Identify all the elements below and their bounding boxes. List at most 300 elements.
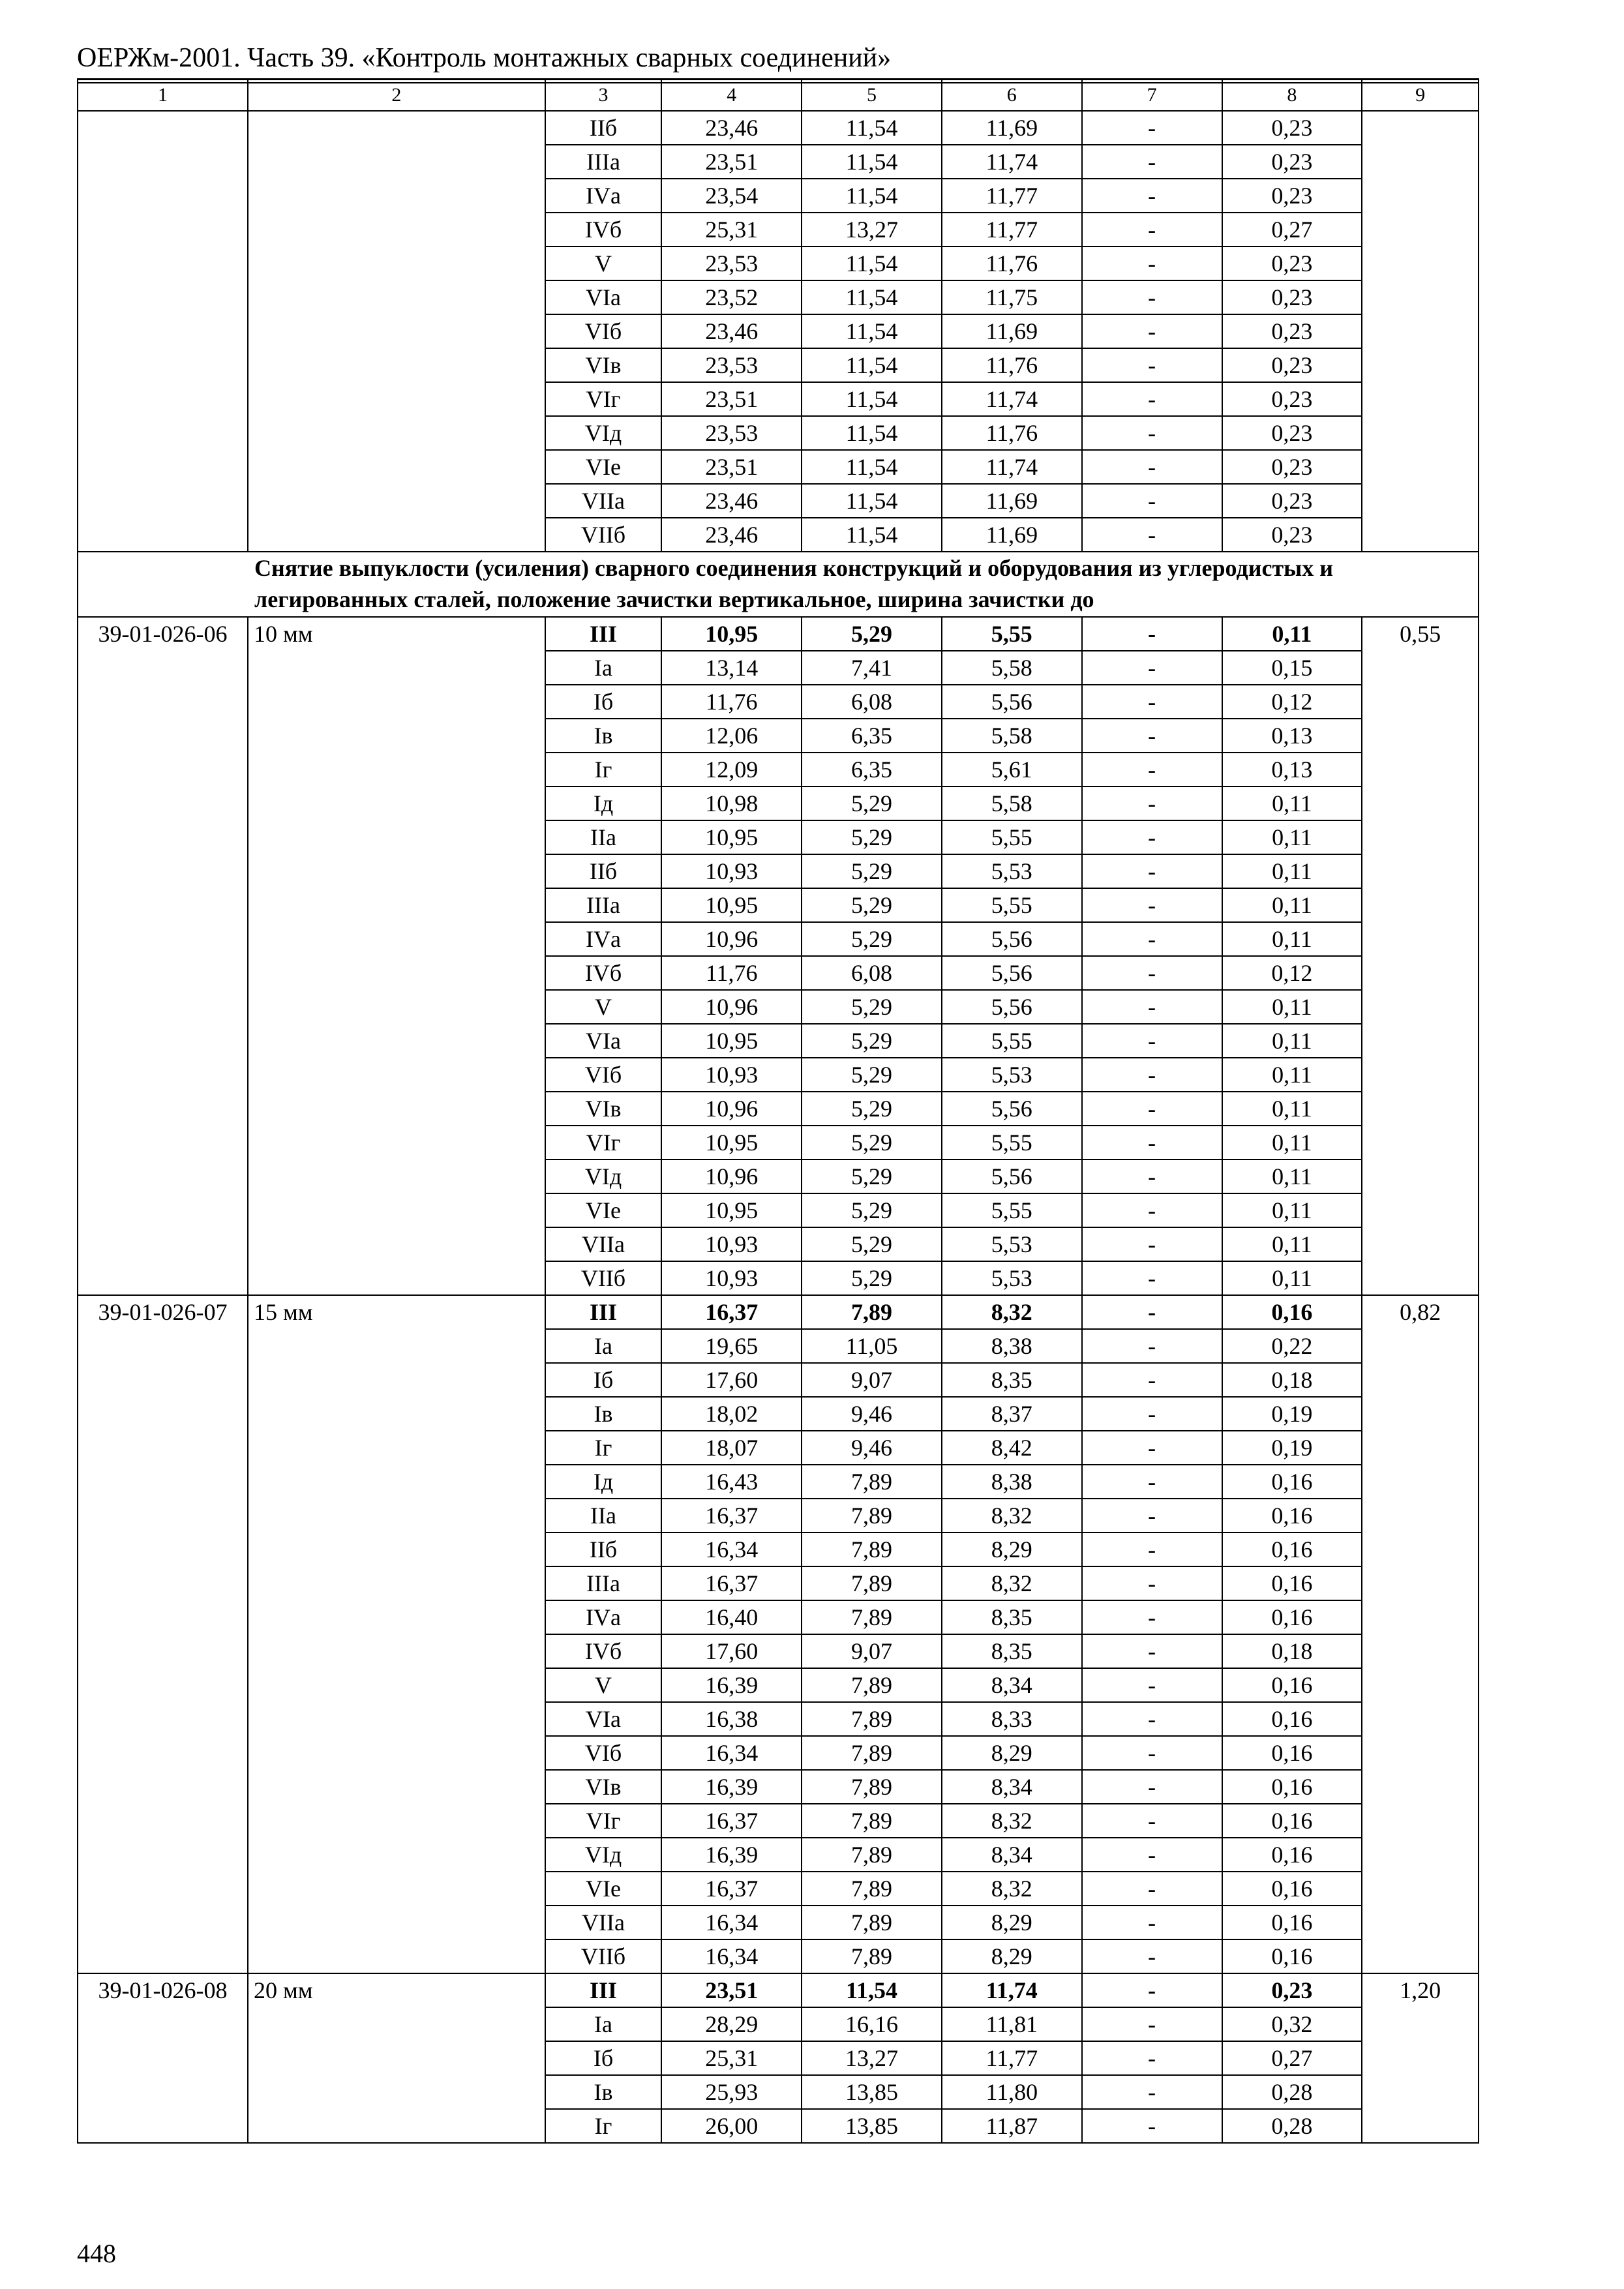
- total-cell: [1362, 651, 1479, 685]
- value-cell: 0,28: [1222, 2075, 1362, 2109]
- code-cell: [78, 1329, 248, 1363]
- value-cell: -: [1082, 1159, 1222, 1193]
- value-cell: 0,32: [1222, 2007, 1362, 2041]
- total-cell: 0,82: [1362, 1295, 1479, 1329]
- code-cell: [78, 213, 248, 247]
- value-cell: V: [545, 247, 662, 280]
- value-cell: IIб: [545, 854, 662, 888]
- value-cell: 5,29: [802, 854, 942, 888]
- value-cell: -: [1082, 1906, 1222, 1939]
- value-cell: 8,35: [942, 1600, 1082, 1634]
- value-cell: -: [1082, 753, 1222, 786]
- value-cell: 0,13: [1222, 753, 1362, 786]
- value-cell: 7,89: [802, 1566, 942, 1600]
- column-number: 5: [802, 80, 942, 111]
- value-cell: 5,56: [942, 922, 1082, 956]
- code-cell: [78, 1397, 248, 1431]
- total-cell: [1362, 1363, 1479, 1397]
- value-cell: 11,54: [802, 247, 942, 280]
- value-cell: 0,27: [1222, 2041, 1362, 2075]
- value-cell: 0,16: [1222, 1770, 1362, 1804]
- value-cell: -: [1082, 820, 1222, 854]
- width-cell: [248, 1329, 545, 1363]
- value-cell: IVб: [545, 1634, 662, 1668]
- table-row: [78, 1092, 1479, 1126]
- value-cell: 26,00: [661, 2109, 802, 2143]
- width-cell: [248, 990, 545, 1024]
- value-cell: -: [1082, 719, 1222, 753]
- value-cell: -: [1082, 1092, 1222, 1126]
- value-cell: 5,29: [802, 1126, 942, 1159]
- code-cell: [78, 719, 248, 753]
- value-cell: -: [1082, 1295, 1222, 1329]
- value-cell: 0,19: [1222, 1397, 1362, 1431]
- column-number: 9: [1362, 80, 1479, 111]
- table-row: [78, 1838, 1479, 1872]
- value-cell: 11,54: [802, 348, 942, 382]
- table-row: [78, 1702, 1479, 1736]
- value-cell: -: [1082, 1024, 1222, 1058]
- width-cell: [248, 1634, 545, 1668]
- value-cell: 0,16: [1222, 1702, 1362, 1736]
- value-cell: 9,46: [802, 1397, 942, 1431]
- value-cell: -: [1082, 1363, 1222, 1397]
- value-cell: 0,11: [1222, 1261, 1362, 1295]
- value-cell: 0,15: [1222, 651, 1362, 685]
- total-cell: [1362, 1872, 1479, 1906]
- width-cell: [248, 1193, 545, 1227]
- value-cell: 23,53: [661, 416, 802, 450]
- value-cell: 5,53: [942, 1058, 1082, 1092]
- code-cell: [78, 1159, 248, 1193]
- width-cell: [248, 348, 545, 382]
- value-cell: 0,16: [1222, 1295, 1362, 1329]
- code-cell: [78, 179, 248, 213]
- value-cell: 5,55: [942, 617, 1082, 651]
- value-cell: 16,16: [802, 2007, 942, 2041]
- total-cell: [1362, 1736, 1479, 1770]
- code-cell: [78, 1906, 248, 1939]
- value-cell: -: [1082, 518, 1222, 552]
- total-cell: 0,55: [1362, 617, 1479, 651]
- value-cell: 11,54: [802, 111, 942, 145]
- value-cell: 16,40: [661, 1600, 802, 1634]
- value-cell: 5,29: [802, 1227, 942, 1261]
- value-cell: 13,85: [802, 2075, 942, 2109]
- code-cell: [78, 1126, 248, 1159]
- value-cell: Iв: [545, 1397, 662, 1431]
- value-cell: VIд: [545, 1159, 662, 1193]
- table-row: [78, 1634, 1479, 1668]
- table-row: [78, 820, 1479, 854]
- table-row: [78, 956, 1479, 990]
- value-cell: -: [1082, 2109, 1222, 2143]
- value-cell: 10,95: [661, 1193, 802, 1227]
- table-row: [78, 348, 1479, 382]
- total-cell: [1362, 1126, 1479, 1159]
- value-cell: 0,23: [1222, 280, 1362, 314]
- value-cell: 0,28: [1222, 2109, 1362, 2143]
- table-row: [78, 1465, 1479, 1499]
- value-cell: 5,29: [802, 888, 942, 922]
- value-cell: -: [1082, 2007, 1222, 2041]
- width-cell: [248, 416, 545, 450]
- value-cell: 0,12: [1222, 685, 1362, 719]
- code-cell: [78, 854, 248, 888]
- code-cell: [78, 685, 248, 719]
- value-cell: III: [545, 1973, 662, 2007]
- value-cell: 10,93: [661, 1261, 802, 1295]
- value-cell: 23,51: [661, 450, 802, 484]
- value-cell: 8,38: [942, 1465, 1082, 1499]
- table-row: [78, 450, 1479, 484]
- code-cell: [78, 111, 248, 145]
- value-cell: 5,55: [942, 888, 1082, 922]
- value-cell: 0,16: [1222, 1939, 1362, 1973]
- value-cell: -: [1082, 1499, 1222, 1533]
- value-cell: 11,74: [942, 145, 1082, 179]
- value-cell: IIIа: [545, 145, 662, 179]
- value-cell: VIг: [545, 1126, 662, 1159]
- value-cell: 5,56: [942, 1159, 1082, 1193]
- value-cell: Iа: [545, 651, 662, 685]
- total-cell: [1362, 1159, 1479, 1193]
- value-cell: 7,89: [802, 1939, 942, 1973]
- value-cell: 7,89: [802, 1668, 942, 1702]
- width-cell: [248, 2075, 545, 2109]
- value-cell: -: [1082, 1634, 1222, 1668]
- value-cell: -: [1082, 213, 1222, 247]
- value-cell: VIг: [545, 382, 662, 416]
- value-cell: 11,54: [802, 518, 942, 552]
- width-cell: [248, 179, 545, 213]
- value-cell: 7,41: [802, 651, 942, 685]
- value-cell: Iд: [545, 1465, 662, 1499]
- value-cell: IVа: [545, 179, 662, 213]
- value-cell: 11,75: [942, 280, 1082, 314]
- width-cell: [248, 382, 545, 416]
- value-cell: 0,11: [1222, 820, 1362, 854]
- value-cell: VIб: [545, 314, 662, 348]
- width-cell: [248, 111, 545, 145]
- table-row: [78, 753, 1479, 786]
- value-cell: -: [1082, 854, 1222, 888]
- value-cell: 7,89: [802, 1736, 942, 1770]
- width-cell: [248, 484, 545, 518]
- value-cell: 5,58: [942, 651, 1082, 685]
- total-cell: [1362, 348, 1479, 382]
- width-cell: [248, 1363, 545, 1397]
- value-cell: 8,32: [942, 1872, 1082, 1906]
- code-cell: [78, 416, 248, 450]
- value-cell: 0,16: [1222, 1804, 1362, 1838]
- value-cell: 11,54: [802, 179, 942, 213]
- code-cell: [78, 1227, 248, 1261]
- value-cell: 0,16: [1222, 1838, 1362, 1872]
- value-cell: 7,89: [802, 1465, 942, 1499]
- value-cell: 16,38: [661, 1702, 802, 1736]
- total-cell: [1362, 1431, 1479, 1465]
- total-cell: [1362, 956, 1479, 990]
- value-cell: 0,11: [1222, 922, 1362, 956]
- value-cell: 7,89: [802, 1295, 942, 1329]
- value-cell: IIб: [545, 111, 662, 145]
- width-cell: [248, 956, 545, 990]
- value-cell: 9,07: [802, 1363, 942, 1397]
- total-cell: [1362, 314, 1479, 348]
- table-row: [78, 213, 1479, 247]
- code-cell: [78, 786, 248, 820]
- value-cell: 0,16: [1222, 1533, 1362, 1566]
- value-cell: 5,56: [942, 990, 1082, 1024]
- width-cell: [248, 1465, 545, 1499]
- value-cell: 7,89: [802, 1804, 942, 1838]
- code-cell: [78, 651, 248, 685]
- table-row: [78, 854, 1479, 888]
- value-cell: 0,11: [1222, 1126, 1362, 1159]
- table-row: [78, 145, 1479, 179]
- value-cell: -: [1082, 1566, 1222, 1600]
- table-row: [78, 2007, 1479, 2041]
- width-cell: [248, 1227, 545, 1261]
- code-cell: [78, 1804, 248, 1838]
- value-cell: 5,29: [802, 786, 942, 820]
- table-row: [78, 1159, 1479, 1193]
- value-cell: -: [1082, 1702, 1222, 1736]
- value-cell: -: [1082, 1838, 1222, 1872]
- value-cell: 0,11: [1222, 888, 1362, 922]
- value-cell: V: [545, 990, 662, 1024]
- value-cell: 0,11: [1222, 1058, 1362, 1092]
- document-title: ОЕРЖм-2001. Часть 39. «Контроль монтажных сварных соединений»: [77, 43, 892, 73]
- table-row: [78, 111, 1479, 145]
- value-cell: 11,76: [942, 348, 1082, 382]
- value-cell: 13,85: [802, 2109, 942, 2143]
- total-cell: [1362, 786, 1479, 820]
- value-cell: 16,37: [661, 1872, 802, 1906]
- value-cell: 11,76: [942, 416, 1082, 450]
- value-cell: 13,14: [661, 651, 802, 685]
- value-cell: 9,07: [802, 1634, 942, 1668]
- value-cell: 0,23: [1222, 382, 1362, 416]
- width-cell: [248, 1872, 545, 1906]
- total-cell: [1362, 1566, 1479, 1600]
- value-cell: VIг: [545, 1804, 662, 1838]
- value-cell: 7,89: [802, 1906, 942, 1939]
- total-cell: [1362, 1397, 1479, 1431]
- value-cell: VIб: [545, 1058, 662, 1092]
- total-cell: [1362, 1092, 1479, 1126]
- value-cell: -: [1082, 1973, 1222, 2007]
- value-cell: 5,29: [802, 1058, 942, 1092]
- value-cell: Iв: [545, 2075, 662, 2109]
- value-cell: 8,29: [942, 1736, 1082, 1770]
- table-row: [78, 1058, 1479, 1092]
- code-cell: [78, 145, 248, 179]
- value-cell: -: [1082, 1804, 1222, 1838]
- value-cell: -: [1082, 111, 1222, 145]
- value-cell: 11,54: [802, 416, 942, 450]
- value-cell: 0,16: [1222, 1465, 1362, 1499]
- value-cell: 11,05: [802, 1329, 942, 1363]
- value-cell: -: [1082, 1533, 1222, 1566]
- value-cell: 8,29: [942, 1906, 1082, 1939]
- code-cell: [78, 1193, 248, 1227]
- code-cell: [78, 450, 248, 484]
- value-cell: 23,54: [661, 179, 802, 213]
- width-cell: [248, 1024, 545, 1058]
- table-row: [78, 2109, 1479, 2143]
- value-cell: -: [1082, 416, 1222, 450]
- value-cell: -: [1082, 888, 1222, 922]
- table-row: [78, 617, 1479, 651]
- value-cell: 11,74: [942, 450, 1082, 484]
- value-cell: 5,29: [802, 1092, 942, 1126]
- value-cell: 18,02: [661, 1397, 802, 1431]
- width-cell: [248, 1804, 545, 1838]
- value-cell: 8,32: [942, 1295, 1082, 1329]
- value-cell: 13,27: [802, 213, 942, 247]
- value-cell: 5,56: [942, 685, 1082, 719]
- value-cell: 0,18: [1222, 1363, 1362, 1397]
- total-cell: [1362, 1668, 1479, 1702]
- total-cell: [1362, 1024, 1479, 1058]
- table-row: [78, 1295, 1479, 1329]
- total-cell: [1362, 1499, 1479, 1533]
- rates-table: [77, 79, 1479, 2144]
- total-cell: [1362, 1193, 1479, 1227]
- value-cell: 5,53: [942, 1261, 1082, 1295]
- value-cell: -: [1082, 685, 1222, 719]
- value-cell: 11,69: [942, 518, 1082, 552]
- total-cell: [1362, 1533, 1479, 1566]
- code-cell: [78, 1600, 248, 1634]
- value-cell: VIа: [545, 1024, 662, 1058]
- code-cell: [78, 753, 248, 786]
- total-cell: [1362, 1838, 1479, 1872]
- value-cell: 8,34: [942, 1838, 1082, 1872]
- value-cell: 7,89: [802, 1770, 942, 1804]
- value-cell: VIд: [545, 416, 662, 450]
- code-cell: [78, 1024, 248, 1058]
- value-cell: IIа: [545, 1499, 662, 1533]
- width-cell: [248, 2007, 545, 2041]
- code-cell: 39-01-026-08: [78, 1973, 248, 2007]
- value-cell: 5,55: [942, 1126, 1082, 1159]
- value-cell: 5,29: [802, 617, 942, 651]
- value-cell: 11,69: [942, 314, 1082, 348]
- value-cell: 11,54: [802, 1973, 942, 2007]
- value-cell: 16,34: [661, 1906, 802, 1939]
- total-cell: [1362, 484, 1479, 518]
- value-cell: 0,23: [1222, 416, 1362, 450]
- value-cell: 16,43: [661, 1465, 802, 1499]
- table-row: [78, 1227, 1479, 1261]
- total-cell: [1362, 450, 1479, 484]
- column-number: 8: [1222, 80, 1362, 111]
- table-row: [78, 1499, 1479, 1533]
- value-cell: 16,34: [661, 1939, 802, 1973]
- value-cell: -: [1082, 922, 1222, 956]
- table-row: [78, 1024, 1479, 1058]
- value-cell: VIв: [545, 348, 662, 382]
- table-row: [78, 1770, 1479, 1804]
- value-cell: 0,16: [1222, 1668, 1362, 1702]
- width-cell: [248, 1261, 545, 1295]
- value-cell: VIд: [545, 1838, 662, 1872]
- value-cell: 16,37: [661, 1295, 802, 1329]
- value-cell: 16,37: [661, 1499, 802, 1533]
- total-cell: [1362, 2109, 1479, 2143]
- table-row: [78, 1600, 1479, 1634]
- value-cell: 0,16: [1222, 1872, 1362, 1906]
- value-cell: 5,29: [802, 922, 942, 956]
- width-cell: [248, 213, 545, 247]
- value-cell: -: [1082, 179, 1222, 213]
- total-cell: [1362, 1058, 1479, 1092]
- total-cell: [1362, 1939, 1479, 1973]
- table-row: [78, 1329, 1479, 1363]
- value-cell: IIIа: [545, 1566, 662, 1600]
- total-cell: [1362, 518, 1479, 552]
- value-cell: 8,33: [942, 1702, 1082, 1736]
- total-cell: [1362, 416, 1479, 450]
- code-cell: [78, 1872, 248, 1906]
- value-cell: 11,54: [802, 280, 942, 314]
- width-cell: [248, 719, 545, 753]
- value-cell: 8,29: [942, 1533, 1082, 1566]
- total-cell: [1362, 1600, 1479, 1634]
- width-cell: [248, 651, 545, 685]
- code-cell: [78, 1058, 248, 1092]
- width-cell: [248, 1499, 545, 1533]
- code-cell: [78, 1838, 248, 1872]
- value-cell: 5,55: [942, 1024, 1082, 1058]
- value-cell: 12,06: [661, 719, 802, 753]
- value-cell: VIа: [545, 280, 662, 314]
- table-row: [78, 1668, 1479, 1702]
- width-cell: [248, 2041, 545, 2075]
- value-cell: 0,23: [1222, 518, 1362, 552]
- width-cell: 20 мм: [248, 1973, 545, 2007]
- value-cell: 11,69: [942, 111, 1082, 145]
- code-cell: [78, 484, 248, 518]
- table-row: [78, 786, 1479, 820]
- value-cell: -: [1082, 1872, 1222, 1906]
- value-cell: 5,29: [802, 1024, 942, 1058]
- value-cell: 11,77: [942, 213, 1082, 247]
- value-cell: 8,35: [942, 1363, 1082, 1397]
- value-cell: -: [1082, 247, 1222, 280]
- value-cell: -: [1082, 1668, 1222, 1702]
- value-cell: 5,53: [942, 1227, 1082, 1261]
- value-cell: 7,89: [802, 1533, 942, 1566]
- table-row: [78, 382, 1479, 416]
- code-cell: [78, 1363, 248, 1397]
- table-row: [78, 888, 1479, 922]
- code-cell: [78, 348, 248, 382]
- value-cell: 8,37: [942, 1397, 1082, 1431]
- table-row: [78, 1193, 1479, 1227]
- value-cell: VIа: [545, 1702, 662, 1736]
- total-cell: [1362, 1702, 1479, 1736]
- value-cell: 10,93: [661, 1058, 802, 1092]
- value-cell: 8,32: [942, 1566, 1082, 1600]
- value-cell: -: [1082, 484, 1222, 518]
- value-cell: 23,46: [661, 518, 802, 552]
- table-row: [78, 719, 1479, 753]
- width-cell: [248, 786, 545, 820]
